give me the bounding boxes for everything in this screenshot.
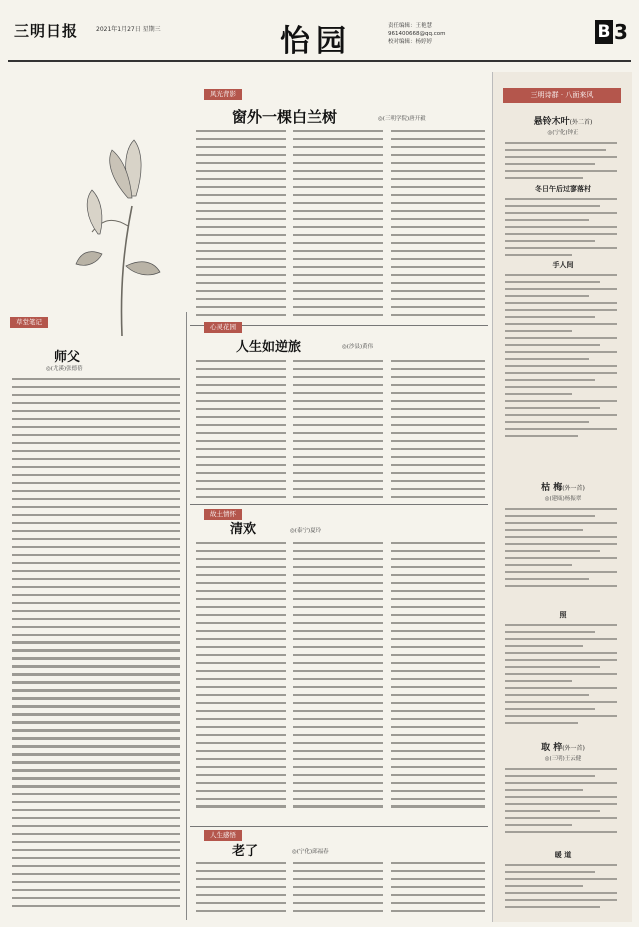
divider	[190, 826, 488, 827]
poem1-title	[493, 114, 633, 127]
poem1-sub1-text	[505, 198, 617, 261]
world-title: 老了	[232, 844, 259, 859]
heart-col1-text	[196, 360, 286, 504]
heart-category: 心灵花园	[204, 322, 242, 333]
poem3-title-text: 取 梓	[541, 743, 563, 753]
badge-number: 3	[614, 20, 628, 44]
editor-info	[388, 22, 445, 46]
divider	[190, 504, 488, 505]
world-category: 人生感悟	[204, 830, 242, 841]
lead-col3-text	[391, 130, 485, 322]
heart-col3-text	[391, 360, 485, 504]
lead-title: 窗外一棵白兰树	[232, 108, 338, 126]
masthead	[8, 8, 631, 60]
editor-name: 责任编辑：王艳慧	[388, 23, 433, 29]
poetry-banner: 三明诗群 · 八面来风	[503, 88, 621, 103]
poem3-title	[493, 740, 633, 753]
window-title: 清欢	[230, 522, 257, 537]
poem3-text	[505, 768, 617, 838]
window-col3-text	[391, 542, 485, 813]
poem2-sub: 照	[559, 610, 567, 619]
lead-byline: ◎(三明学院)唐开毅	[378, 116, 426, 122]
heart-col2-text	[293, 360, 383, 504]
world-col3-text	[391, 862, 485, 918]
poem1-sub2-text	[505, 274, 617, 442]
editor-email: 961400668@qq.com	[388, 31, 446, 37]
page-title: 怡园	[280, 24, 352, 59]
world-col2-text	[293, 862, 383, 918]
heart-title: 人生如逆旅	[236, 340, 302, 355]
divider	[186, 312, 187, 920]
window-col2-text	[293, 542, 383, 813]
magnolia-illustration-icon	[62, 136, 182, 336]
header-rule	[8, 60, 631, 62]
poem2-title-text: 枯 梅	[541, 483, 563, 493]
world-byline: ◎(宁化)邱福春	[292, 849, 329, 855]
poem3-sub: 暖 道	[554, 850, 572, 859]
lead-col1-text	[196, 130, 286, 322]
notes-text	[12, 378, 180, 913]
lead-category: 风光背影	[204, 89, 242, 100]
poetry-column	[492, 72, 632, 922]
poem1-suffix: (外二首)	[569, 119, 593, 126]
proof-editor: 校对编辑：杨婷婷	[388, 39, 433, 45]
notes-category: 草堂笔记	[10, 317, 48, 328]
heart-byline: ◎(沙县)黄伟	[342, 344, 374, 350]
notes-byline: ◎(尤溪)张德蓓	[46, 366, 83, 372]
poem2-author: ◎(建瓯)杨振翠	[544, 496, 582, 502]
poem1-sub2: 手人间	[552, 260, 574, 269]
issue-date: 2021年1月27日 星期三	[96, 26, 161, 33]
poem2-text	[505, 508, 617, 592]
poem1-title-text: 悬铃木叶	[533, 117, 570, 127]
poem3-sub-text	[505, 864, 617, 913]
poem3-suffix: (外一首)	[562, 745, 585, 752]
poem1-text	[505, 142, 617, 184]
window-col1-text	[196, 542, 286, 813]
lead-col2-text	[293, 130, 383, 322]
poem2-title	[493, 480, 633, 493]
notes-title: 师父	[54, 350, 81, 365]
poem1-sub1: 冬日午后过寥落村	[535, 184, 591, 193]
world-col1-text	[196, 862, 286, 918]
paper-name: 三明日报	[14, 22, 79, 40]
page-badge	[595, 14, 629, 48]
poem2-sub-text	[505, 624, 617, 729]
poem2-suffix: (外一首)	[562, 485, 585, 492]
window-category: 故土情怀	[204, 509, 242, 520]
poem3-author: ◎(三明)王云健	[544, 756, 582, 762]
window-byline: ◎(泰宁)夏玲	[290, 528, 322, 534]
badge-letter: B	[595, 20, 613, 44]
poem1-author: ◎(宁化)钟正	[547, 130, 579, 136]
